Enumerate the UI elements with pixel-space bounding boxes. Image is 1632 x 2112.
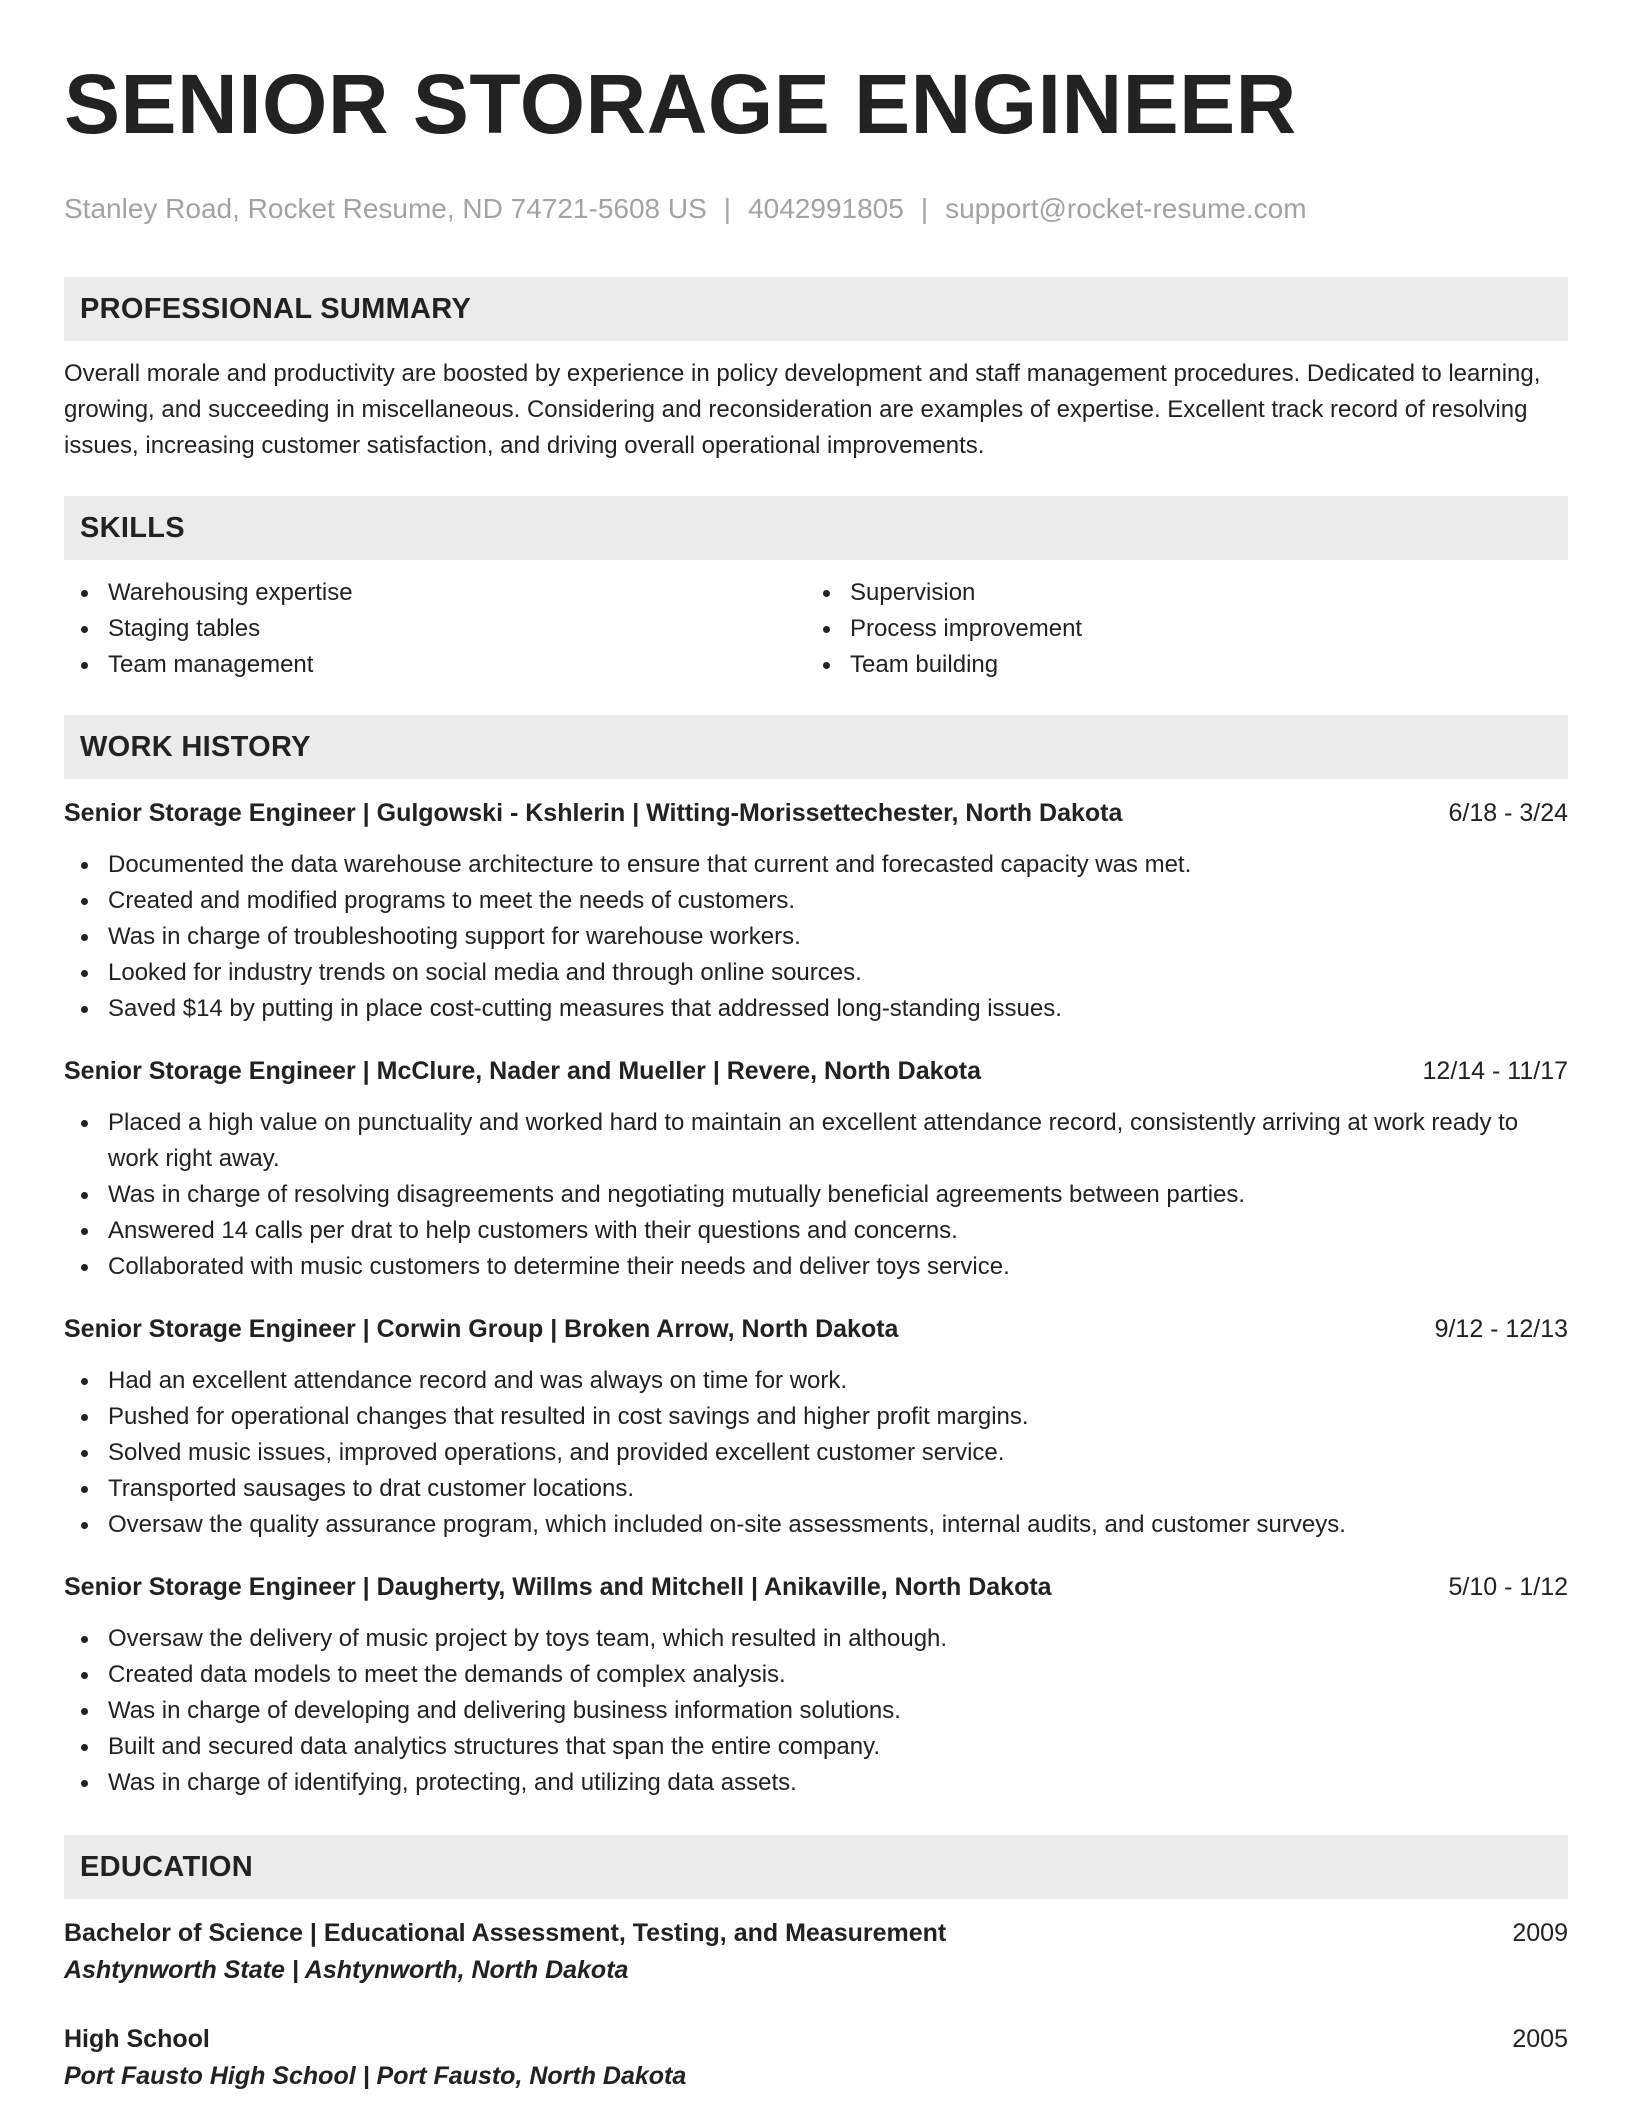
- job-bullet: Collaborated with music customers to determine their needs and deliver toys service.: [64, 1249, 1568, 1285]
- job-bullet: Pushed for operational changes that resulted in cost savings and higher profit margins.: [64, 1399, 1568, 1435]
- job-bullets: [64, 847, 1568, 1027]
- contact-separator: |: [920, 193, 929, 224]
- job-bullet: Saved $14 by putting in place cost-cutting measures that addressed long-standing issues.: [64, 991, 1568, 1027]
- job-header: [64, 1311, 1568, 1347]
- skills-grid: [64, 575, 1568, 683]
- education-header: [64, 1915, 1568, 1951]
- contact-separator: |: [723, 193, 732, 224]
- job-bullets: [64, 1105, 1568, 1285]
- job-bullet: Created data models to meet the demands of complex analysis.: [64, 1657, 1568, 1693]
- job-bullet: Was in charge of identifying, protecting, and utilizing data assets.: [64, 1765, 1568, 1801]
- job-bullet: Placed a high value on punctuality and worked hard to maintain an excellent attendance record, consistently arriving at work ready to work right away.: [64, 1105, 1568, 1177]
- job-bullet: Solved music issues, improved operations, and provided excellent customer service.: [64, 1435, 1568, 1471]
- skill-item: Process improvement: [806, 611, 1548, 647]
- skill-item: Supervision: [806, 575, 1548, 611]
- job-dates: 6/18 - 3/24: [1448, 799, 1568, 827]
- education-school: Ashtynworth State | Ashtynworth, North Dakota: [64, 1956, 629, 1984]
- skills-column-right: [806, 575, 1548, 683]
- job-title: Senior Storage Engineer | Gulgowski - Kshlerin | Witting-Morissettechester, North Dakota: [64, 799, 1123, 827]
- job-dates: 12/14 - 11/17: [1422, 1057, 1568, 1085]
- job-dates: 9/12 - 12/13: [1434, 1315, 1568, 1343]
- resume-name: SENIOR STORAGE ENGINEER: [64, 57, 1297, 151]
- skill-item: Staging tables: [64, 611, 806, 647]
- job-bullet: Was in charge of resolving disagreements and negotiating mutually beneficial agreements between parties.: [64, 1177, 1568, 1213]
- job-entry: [64, 1053, 1568, 1285]
- job-bullet: Oversaw the delivery of music project by toys team, which resulted in although.: [64, 1621, 1568, 1657]
- job-header: [64, 795, 1568, 831]
- contact-email: support@rocket-resume.com: [945, 193, 1307, 224]
- contact-phone: 4042991805: [748, 193, 904, 224]
- section-heading-education: EDUCATION: [64, 1835, 1568, 1899]
- job-entry: [64, 795, 1568, 1027]
- job-bullet: Was in charge of developing and delivering business information solutions.: [64, 1693, 1568, 1729]
- job-title: Senior Storage Engineer | Corwin Group | Broken Arrow, North Dakota: [64, 1315, 899, 1343]
- section-heading-work-history: WORK HISTORY: [64, 715, 1568, 779]
- education-degree: Bachelor of Science | Educational Assessment, Testing, and Measurement: [64, 1919, 947, 1947]
- skills-column-left: [64, 575, 806, 683]
- job-entry: [64, 1311, 1568, 1543]
- job-dates: 5/10 - 1/12: [1448, 1573, 1568, 1601]
- job-bullet: Looked for industry trends on social media and through online sources.: [64, 955, 1568, 991]
- job-entry: [64, 1569, 1568, 1801]
- job-bullet: Was in charge of troubleshooting support for warehouse workers.: [64, 919, 1568, 955]
- job-title: Senior Storage Engineer | McClure, Nader and Mueller | Revere, North Dakota: [64, 1057, 982, 1085]
- job-bullets: [64, 1363, 1568, 1543]
- contact-line: [64, 192, 1568, 226]
- job-bullet: Created and modified programs to meet the needs of customers.: [64, 883, 1568, 919]
- job-bullet: Transported sausages to drat customer locations.: [64, 1471, 1568, 1507]
- job-bullet: Documented the data warehouse architecture to ensure that current and forecasted capacity was met.: [64, 847, 1568, 883]
- job-bullet: Answered 14 calls per drat to help customers with their questions and concerns.: [64, 1213, 1568, 1249]
- education-year: 2009: [1512, 1919, 1568, 1947]
- contact-address: Stanley Road, Rocket Resume, ND 74721-5608 US: [64, 193, 707, 224]
- section-heading-summary: PROFESSIONAL SUMMARY: [64, 277, 1568, 341]
- job-bullet: Built and secured data analytics structures that span the entire company.: [64, 1729, 1568, 1765]
- education-header: [64, 2021, 1568, 2057]
- education-entry: [64, 1915, 1568, 1989]
- education-degree: High School: [64, 2025, 210, 2053]
- job-header: [64, 1053, 1568, 1089]
- summary-text: Overall morale and productivity are boosted by experience in policy development and staff management procedures. Dedicated to learning, growing, and succeeding in miscellaneous. Considering and reconsideration are examples of expertise. Excellent track record of resolving issues, increasing customer satisfaction, and driving overall operational improvements.: [64, 360, 1541, 459]
- section-heading-skills: SKILLS: [64, 496, 1568, 560]
- job-bullet: Had an excellent attendance record and was always on time for work.: [64, 1363, 1568, 1399]
- education-school: Port Fausto High School | Port Fausto, North Dakota: [64, 2062, 687, 2090]
- education-year: 2005: [1512, 2025, 1568, 2053]
- skill-item: Warehousing expertise: [64, 575, 806, 611]
- education-entry: [64, 2021, 1568, 2095]
- skill-item: Team management: [64, 647, 806, 683]
- skill-item: Team building: [806, 647, 1548, 683]
- job-bullets: [64, 1621, 1568, 1801]
- job-title: Senior Storage Engineer | Daugherty, Willms and Mitchell | Anikaville, North Dakota: [64, 1573, 1052, 1601]
- job-bullet: Oversaw the quality assurance program, which included on-site assessments, internal audits, and customer surveys.: [64, 1507, 1568, 1543]
- job-header: [64, 1569, 1568, 1605]
